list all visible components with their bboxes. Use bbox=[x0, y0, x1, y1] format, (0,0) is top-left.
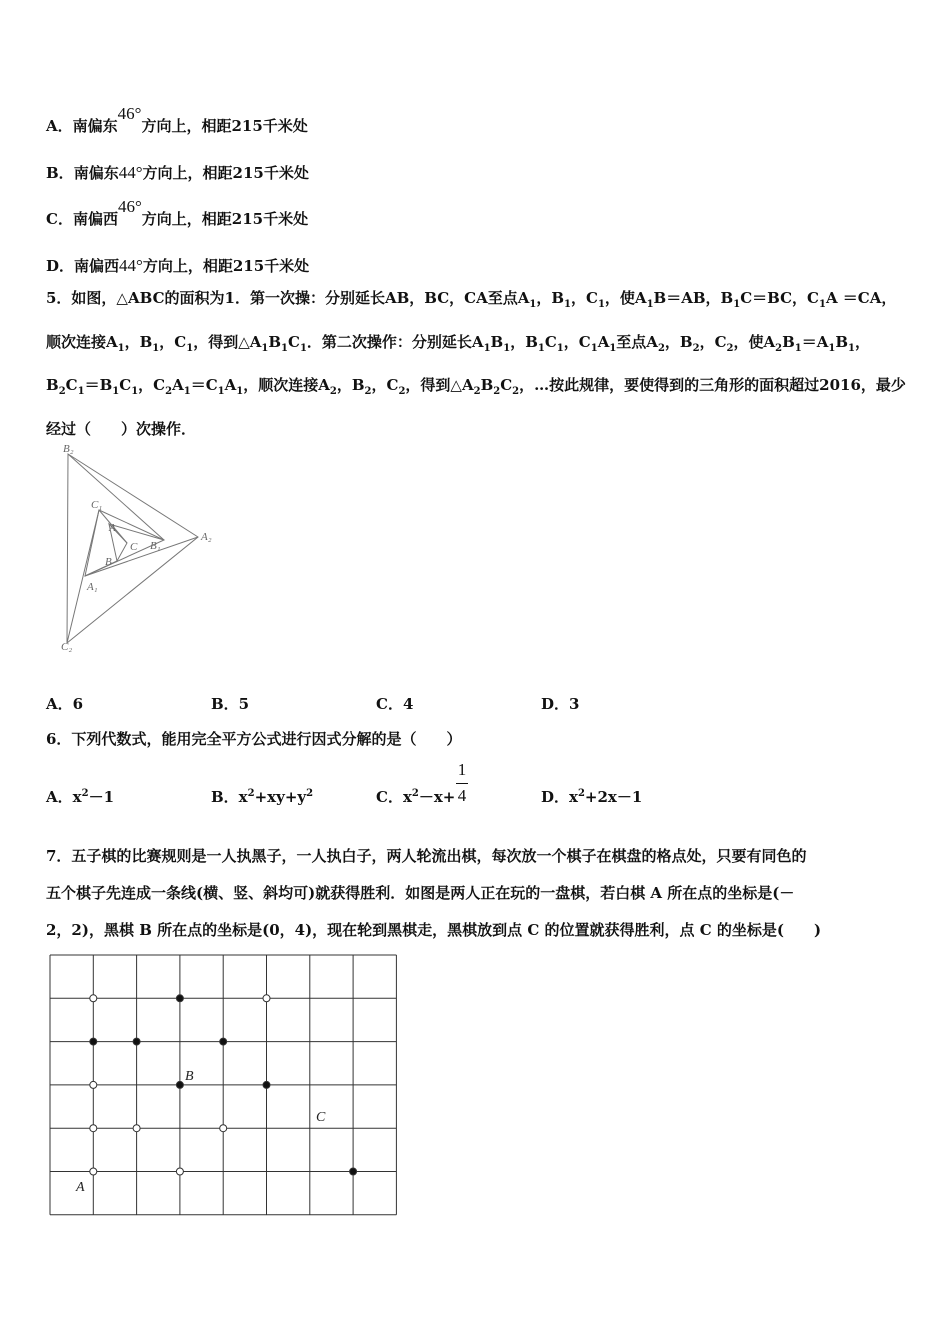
q5-stem: 5．如图，△ABC的面积为1．第一次操：分别延长AB，BC，CA至点$A_1$，$B_1$，$C_1$，使$A_1B=AB$，$B_1C=BC$，$C_1A =CA$，顺次连接$A_1$，$B_1$，$C_1$，得到$\triangle A_1B_1C_1$．第二次操作：分别延长$A_1B_1$，$B_1C_1$，$C_1A_1$至点$A_2$，$B_2$，$C_2$，使$A_2B_1=A_1B_1$，$B_2C_1=B_1C_1$，$C_2A_1=C_1A_1$，顺次连接$A_2$，$B_2$，$C_2$，得到$\triangle A_2B_2C_2$，…按此规律，要使得到的三角形的面积超过2016，最少经过（ ）次操作． bbox=[46, 289, 906, 438]
q5-option-a: A．6 bbox=[46, 695, 84, 713]
label-b2: B₂ bbox=[63, 443, 74, 455]
black-stone bbox=[133, 1038, 140, 1045]
q7-line-2: 五个棋子先连成一条线(横、竖、斜均可)就获得胜利．如图是两人正在玩的一盘棋，若白棋 A 所在点的坐标是(－ bbox=[46, 884, 795, 902]
white-stone bbox=[90, 1125, 97, 1132]
option-pre: 南偏西 bbox=[74, 257, 120, 275]
black-stone bbox=[350, 1168, 357, 1175]
label-board-c: C bbox=[316, 1110, 326, 1125]
q4-option-a bbox=[46, 104, 308, 136]
q5-option-c: C．4 bbox=[376, 695, 414, 713]
q5-triangle-figure bbox=[55, 438, 225, 658]
black-stone bbox=[220, 1038, 227, 1045]
option-letter: B． bbox=[46, 164, 74, 182]
option-pre: 南偏西 bbox=[72, 210, 118, 228]
q6-stem: 6．下列代数式，能用完全平方公式进行因式分解的是（ ） bbox=[46, 730, 462, 748]
white-stone bbox=[90, 1081, 97, 1088]
label-board-b: B bbox=[185, 1069, 194, 1084]
option-pre: 南偏东 bbox=[73, 164, 119, 182]
white-stone bbox=[133, 1125, 140, 1132]
option-post: 方向上，相距215千米处 bbox=[142, 164, 309, 182]
label-b: B bbox=[105, 556, 112, 568]
black-stone bbox=[90, 1038, 97, 1045]
fraction-denominator: 4 bbox=[457, 786, 467, 805]
label-board-a: A bbox=[76, 1180, 85, 1195]
label-a: A bbox=[109, 522, 116, 534]
white-stone bbox=[176, 1168, 183, 1175]
black-stone bbox=[176, 995, 183, 1002]
white-stone bbox=[90, 995, 97, 1002]
angle-value: 44° bbox=[118, 163, 143, 182]
black-stone bbox=[263, 1081, 270, 1088]
q6-option-a: A．$x^2-1$ bbox=[46, 788, 114, 806]
angle-value: 46° bbox=[117, 104, 142, 123]
black-stone bbox=[176, 1081, 183, 1088]
option-letter: D． bbox=[46, 257, 75, 275]
label-a1: A₁ bbox=[87, 581, 98, 593]
q7-line-1: 7．五子棋的比赛规则是一人执黑子，一人执白子，两人轮流出棋，每次放一个棋子在棋盘的格点处，只要有同色的 bbox=[46, 847, 807, 865]
angle-value: 46° bbox=[117, 197, 142, 216]
label-c: C bbox=[130, 541, 138, 553]
label-a2: A₂ bbox=[201, 531, 212, 543]
option-post: 方向上，相距215千米处 bbox=[141, 210, 309, 228]
label-b1: B₁ bbox=[150, 540, 161, 552]
q6-option-b: B．$x^2+xy+y^2$ bbox=[211, 788, 314, 806]
fraction-numerator: 1 bbox=[457, 760, 467, 779]
gomoku-board bbox=[48, 953, 400, 1219]
q6-option-d: D．$x^2+2x-1$ bbox=[541, 788, 643, 806]
q7-line-3: 2，2)，黑棋 B 所在点的坐标是(0，4)，现在轮到黑棋走，黑棋放到点 C 的位置就获得胜利，点 C 的坐标是( ) bbox=[46, 921, 822, 939]
angle-value: 44° bbox=[119, 256, 143, 275]
fraction-bar bbox=[456, 783, 468, 784]
option-letter: C． bbox=[46, 210, 73, 228]
option-pre: 南偏东 bbox=[72, 117, 118, 135]
option-letter: A． bbox=[46, 117, 73, 135]
option-post: 方向上，相距215千米处 bbox=[142, 257, 310, 275]
label-c2: C₂ bbox=[61, 641, 73, 653]
q4-option-b bbox=[46, 162, 309, 183]
white-stone bbox=[220, 1125, 227, 1132]
option-post: 方向上，相距215千米处 bbox=[141, 117, 308, 135]
q5-option-b: B．5 bbox=[211, 695, 250, 713]
label-c1: C₁ bbox=[91, 499, 103, 511]
q6-option-c: C．$x^2-x+$ bbox=[376, 788, 456, 806]
q4-option-c bbox=[46, 197, 309, 229]
q4-option-d bbox=[46, 255, 309, 276]
white-stone bbox=[263, 995, 270, 1002]
q5-option-d: D．3 bbox=[541, 695, 580, 713]
white-stone bbox=[90, 1168, 97, 1175]
